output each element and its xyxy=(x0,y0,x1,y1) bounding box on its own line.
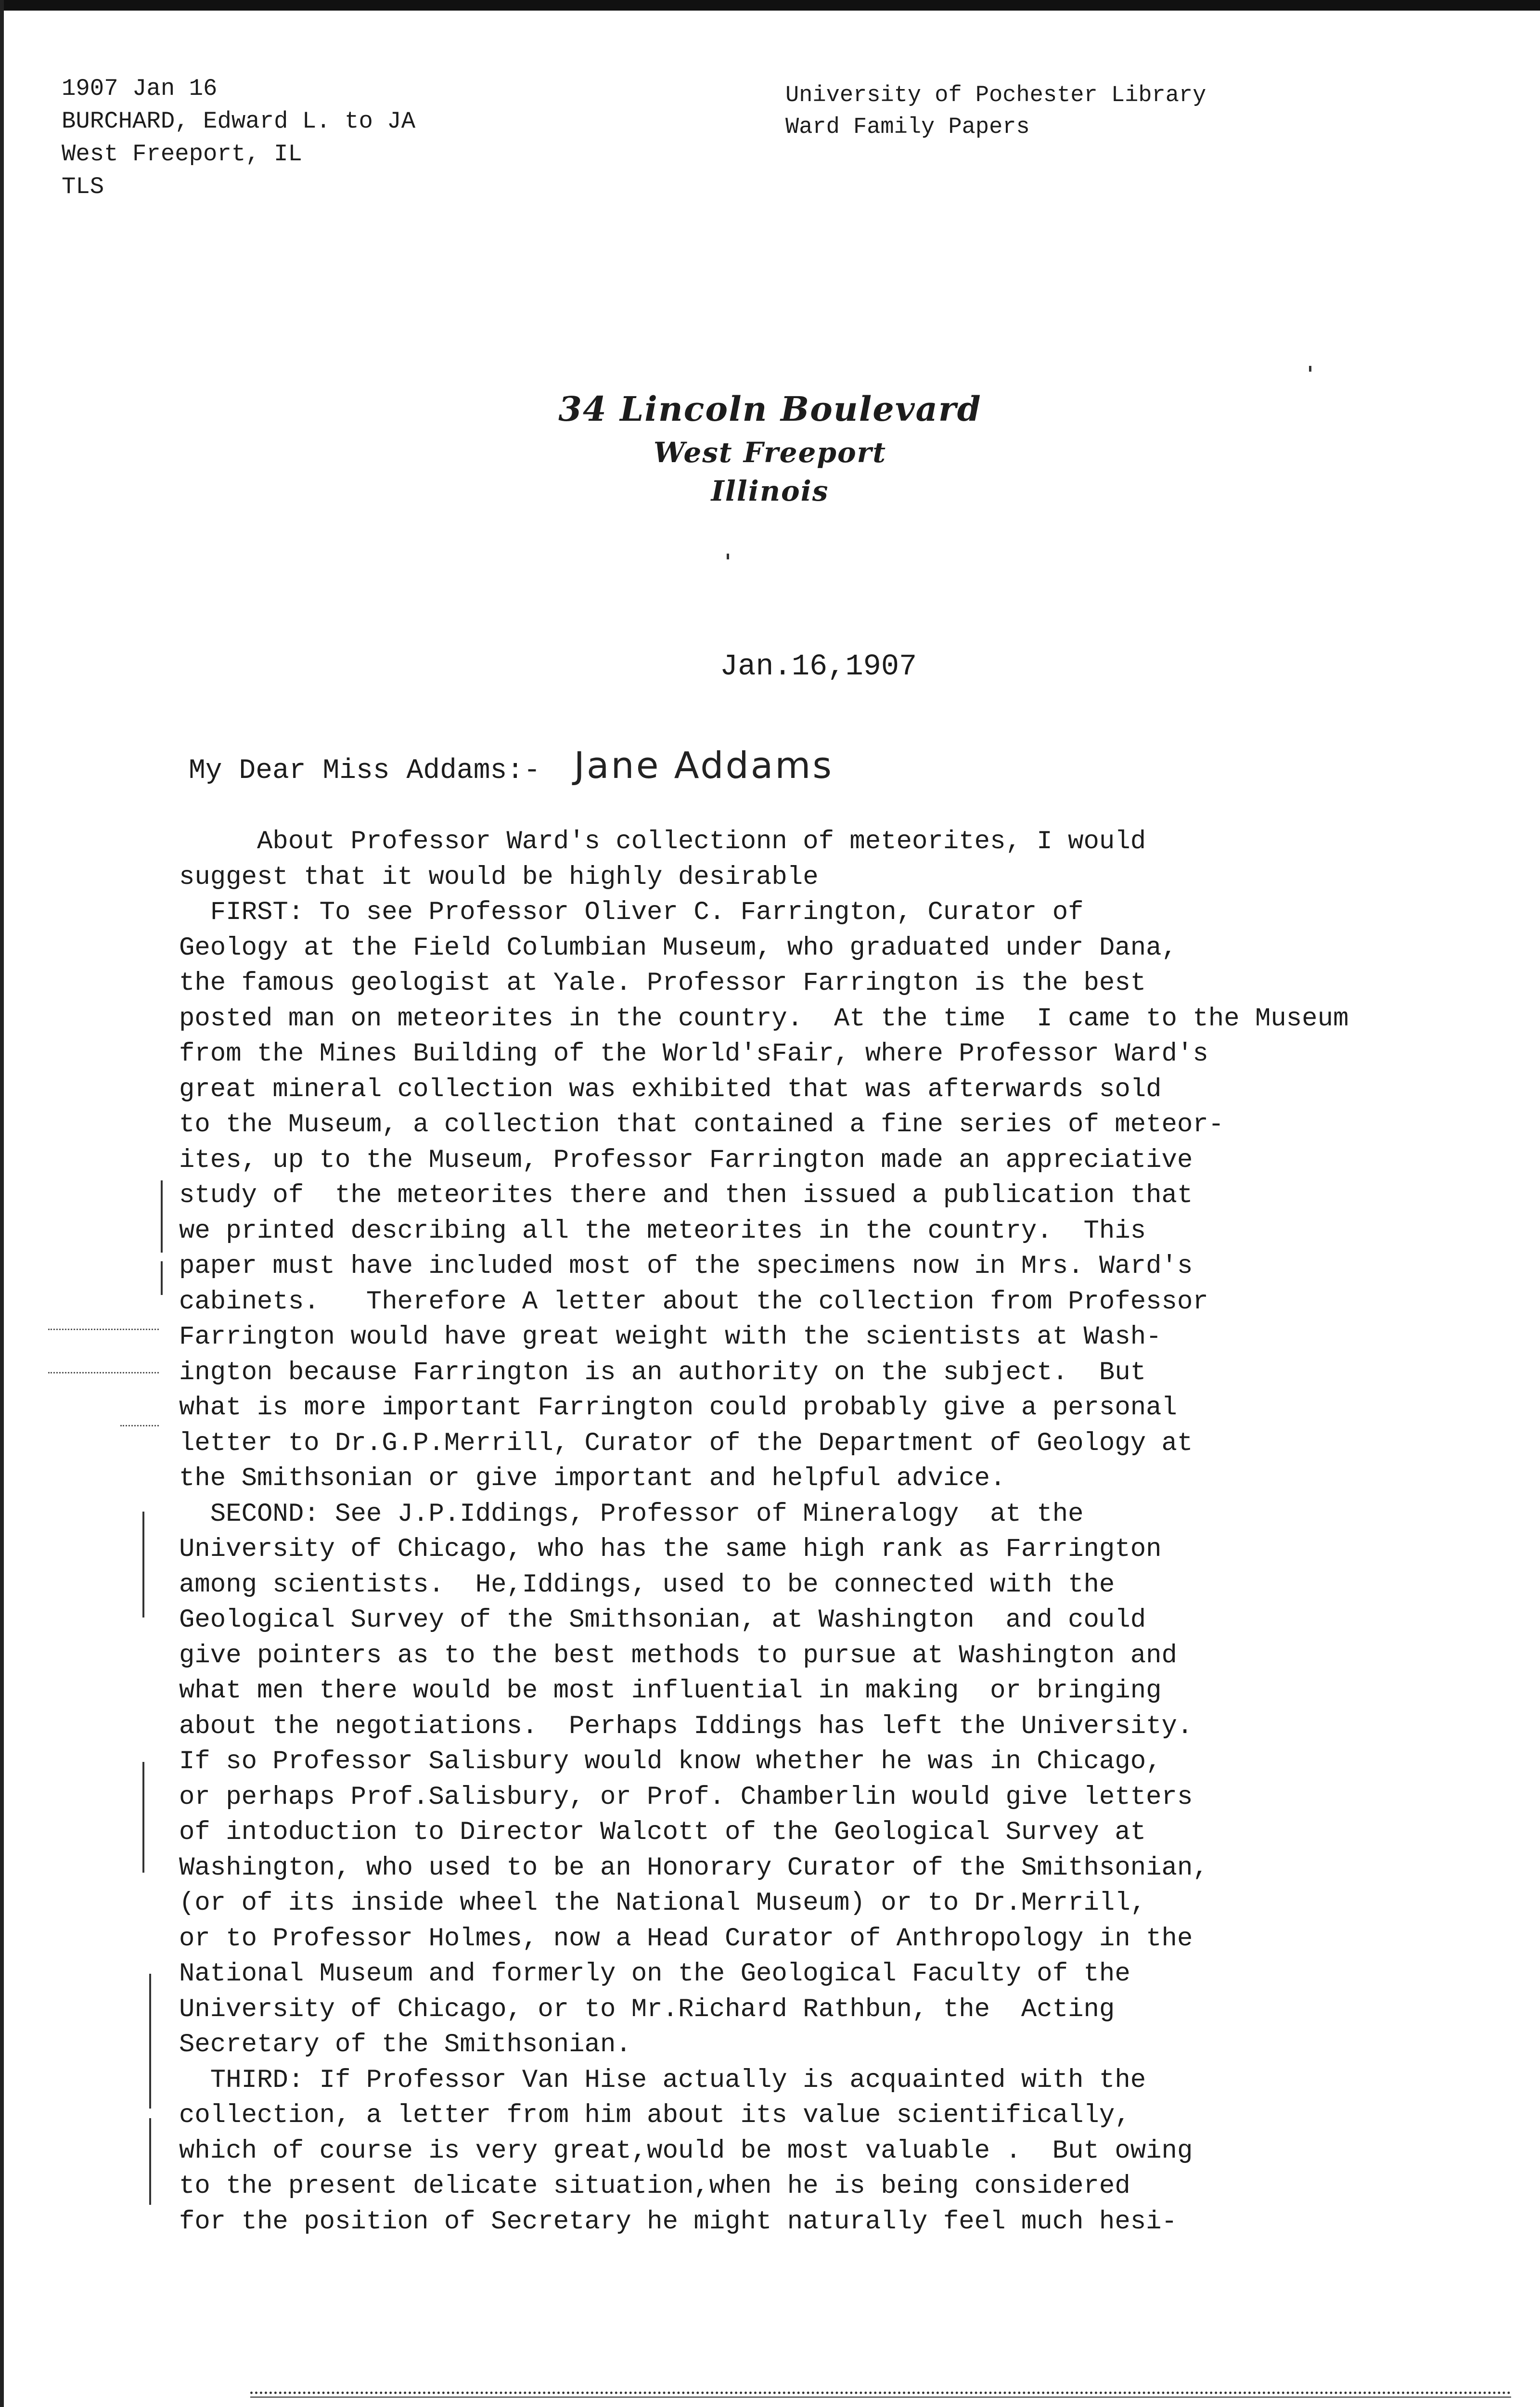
body-line: ites, up to the Museum, Professor Farrington made an appreciative xyxy=(179,1145,1193,1175)
margin-dotted-line xyxy=(48,1372,159,1375)
body-line: About Professor Ward's collectionn of meteorites, I would xyxy=(179,827,1146,856)
body-line: paper must have included most of the specimens now in Mrs. Ward's xyxy=(179,1252,1193,1281)
margin-dotted-line xyxy=(120,1425,159,1428)
body-line: for the position of Secretary he might naturally feel much hesi- xyxy=(179,2207,1177,2237)
body-line: or to Professor Holmes, now a Head Curator of Anthropology in the xyxy=(179,1924,1193,1954)
scan-bottom-rule-solid xyxy=(250,2396,1511,2398)
body-line: posted man on meteorites in the country. At the time I came to the Museum xyxy=(179,1004,1349,1034)
letterhead-street: 34 Lincoln Boulevard xyxy=(558,389,982,429)
scan-speck xyxy=(1309,366,1311,372)
scan-top-border xyxy=(0,0,1540,11)
margin-pencil-mark xyxy=(149,2118,151,2205)
margin-pencil-mark xyxy=(142,1762,144,1873)
letterhead-city: West Freeport xyxy=(653,436,887,469)
margin-pencil-mark xyxy=(161,1180,163,1253)
scan-bottom-rule xyxy=(250,2392,1511,2394)
handwritten-name-annotation: Jane Addams xyxy=(574,744,834,787)
body-line: give pointers as to the best methods to pursue at Washington and xyxy=(179,1641,1177,1670)
body-line: from the Mines Building of the World'sFair, where Professor Ward's xyxy=(179,1039,1208,1069)
body-line: to the Museum, a collection that contained a fine series of meteor- xyxy=(179,1110,1224,1139)
body-line: suggest that it would be highly desirable xyxy=(179,862,819,892)
margin-pencil-mark xyxy=(142,1512,144,1618)
body-line: SECOND: See J.P.Iddings, Professor of Mineralogy at the xyxy=(179,1499,1084,1529)
letterhead-state: Illinois xyxy=(711,475,829,507)
body-line: Geology at the Field Columbian Museum, who graduated under Dana, xyxy=(179,933,1177,963)
body-line: THIRD: If Professor Van Hise actually is acquainted with the xyxy=(179,2065,1146,2095)
body-line: study of the meteorites there and then issued a publication that xyxy=(179,1181,1193,1210)
archive-source xyxy=(785,80,1206,143)
body-line: or perhaps Prof.Salisbury, or Prof. Chamberlin would give letters xyxy=(179,1782,1193,1812)
body-line: about the negotiations. Perhaps Iddings has left the University. xyxy=(179,1711,1193,1741)
archive-correspondents: BURCHARD, Edward L. to JA xyxy=(62,108,416,135)
scan-speck xyxy=(727,554,729,559)
margin-pencil-mark xyxy=(161,1261,163,1295)
scan-left-border xyxy=(0,0,4,2407)
body-line: of intoduction to Director Walcott of the Geological Survey at xyxy=(179,1818,1146,1847)
body-line: what is more important Farrington could probably give a personal xyxy=(179,1393,1177,1423)
archive-place: West Freeport, IL xyxy=(62,141,302,168)
salutation xyxy=(189,746,834,790)
body-line: Washington, who used to be an Honorary Curator of the Smithsonian, xyxy=(179,1853,1208,1883)
body-line: among scientists. He,Iddings, used to be connected with the xyxy=(179,1570,1115,1600)
body-line: National Museum and formerly on the Geological Faculty of the xyxy=(179,1959,1130,1989)
letter-date: Jan.16,1907 xyxy=(720,649,917,684)
body-line: Geological Survey of the Smithsonian, at Washington and could xyxy=(179,1605,1146,1635)
body-line: we printed describing all the meteorites in the country. This xyxy=(179,1216,1146,1246)
body-line: the famous geologist at Yale. Professor Farrington is the best xyxy=(179,969,1146,998)
body-line: ington because Farrington is an authority on the subject. But xyxy=(179,1358,1146,1387)
letter-body xyxy=(179,824,1392,2239)
body-line: University of Chicago, or to Mr.Richard Rathbun, the Acting xyxy=(179,1994,1115,2024)
body-line: FIRST: To see Professor Oliver C. Farrington, Curator of xyxy=(179,898,1084,927)
letterhead xyxy=(0,385,1540,510)
body-line: great mineral collection was exhibited that was afterwards sold xyxy=(179,1074,1162,1104)
body-line: collection, a letter from him about its value scientifically, xyxy=(179,2101,1130,2130)
archive-library: University of Pochester Library xyxy=(785,83,1206,108)
archive-collection: Ward Family Papers xyxy=(785,115,1030,140)
margin-pencil-mark xyxy=(149,1974,151,2109)
body-line: the Smithsonian or give important and helpful advice. xyxy=(179,1464,1006,1493)
body-line: Farrington would have great weight with the scientists at Wash- xyxy=(179,1322,1162,1352)
archive-header xyxy=(62,72,415,203)
body-line: which of course is very great,would be most valuable . But owing xyxy=(179,2136,1193,2166)
body-line: to the present delicate situation,when he is being considered xyxy=(179,2172,1130,2201)
margin-dotted-line xyxy=(48,1329,159,1332)
archive-type: TLS xyxy=(62,173,104,200)
salutation-text: My Dear Miss Addams:- xyxy=(189,755,540,787)
body-line: If so Professor Salisbury would know whether he was in Chicago, xyxy=(179,1747,1162,1776)
body-line: what men there would be most influential in making or bringing xyxy=(179,1676,1162,1706)
body-line: letter to Dr.G.P.Merrill, Curator of the Department of Geology at xyxy=(179,1428,1193,1458)
body-line: Secretary of the Smithsonian. xyxy=(179,2030,631,2059)
archive-date: 1907 Jan 16 xyxy=(62,75,218,102)
body-line: cabinets. Therefore A letter about the collection from Professor xyxy=(179,1287,1208,1317)
body-line: (or of its inside wheel the National Museum) or to Dr.Merrill, xyxy=(179,1889,1146,1918)
body-line: University of Chicago, who has the same high rank as Farrington xyxy=(179,1535,1162,1564)
